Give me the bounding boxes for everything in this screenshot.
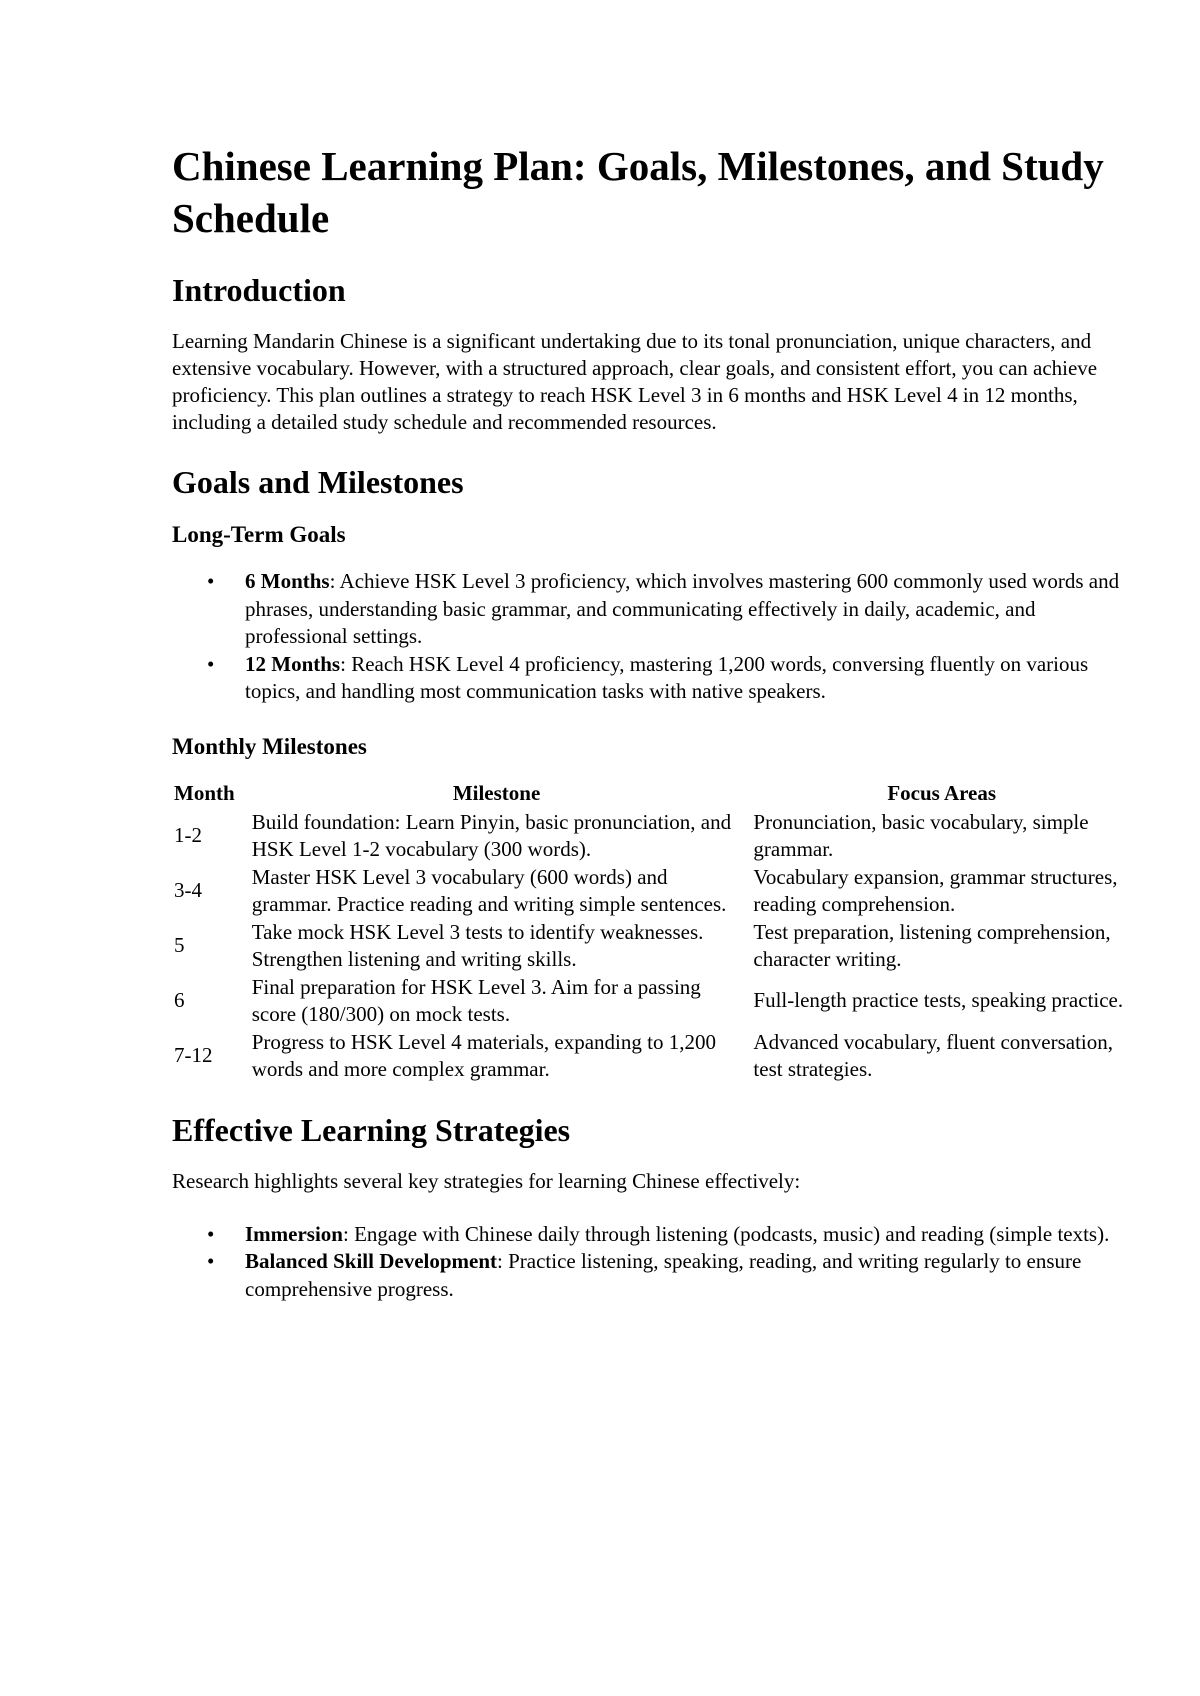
cell-milestone: Progress to HSK Level 4 materials, expanding to 1,200 words and more complex grammar. — [251, 1029, 716, 1081]
cell-focus-areas: Pronunciation, basic vocabulary, simple grammar. — [753, 809, 1089, 861]
column-header-focus-areas: Focus Areas — [887, 780, 997, 805]
introduction-heading: Introduction — [172, 272, 346, 308]
goal-label: 6 Months — [245, 569, 330, 593]
goal-label: 12 Months — [245, 651, 341, 676]
goals-heading: Goals and Milestones — [172, 464, 464, 500]
cell-focus-areas: Full-length practice tests, speaking practice. — [753, 988, 1124, 1012]
document-page — [172, 140, 1132, 1329]
table-row — [172, 974, 1132, 1029]
cell-milestone: Master HSK Level 3 vocabulary (600 words) and grammar. Practice reading and writing simple sentences. — [251, 864, 727, 916]
cell-milestone: Final preparation for HSK Level 3. Aim for a passing score (180/300) on mock tests. — [251, 974, 701, 1026]
cell-milestone: Take mock HSK Level 3 tests to identify weaknesses. Strengthen listening and writing skills. — [251, 919, 704, 971]
list-item — [245, 1248, 1132, 1303]
table-header-row — [172, 780, 1132, 809]
list-item — [245, 1221, 1132, 1249]
strategy-label: Immersion — [245, 1221, 343, 1246]
cell-month: 3-4 — [174, 878, 202, 902]
goal-text: : Achieve HSK Level 3 proficiency, which involves mastering 600 commonly used words and phrases, understanding basic grammar, and communicating effectively in daily, academic, and professional settings. — [245, 569, 1120, 648]
cell-month: 7-12 — [174, 1043, 213, 1067]
table-row — [172, 809, 1132, 864]
cell-milestone: Build foundation: Learn Pinyin, basic pronunciation, and HSK Level 1-2 vocabulary (300 words). — [251, 809, 732, 861]
strategy-text: : Engage with Chinese daily through listening (podcasts, music) and reading (simple texts). — [343, 1221, 1110, 1246]
long-term-goals-heading: Long-Term Goals — [172, 522, 346, 547]
column-header-month: Month — [174, 780, 235, 805]
strategy-text: : Practice listening, speaking, reading, and writing regularly to ensure comprehensive progress. — [245, 1249, 1082, 1301]
table-row — [172, 1029, 1132, 1084]
cell-month: 1-2 — [174, 823, 202, 847]
monthly-milestones-heading: Monthly Milestones — [172, 733, 367, 759]
table-row — [172, 919, 1132, 974]
list-item — [245, 568, 1132, 651]
goal-text: : Reach HSK Level 4 proficiency, mastering 1,200 words, conversing fluently on various topics, and handling most communication tasks with native speakers. — [245, 651, 1089, 703]
cell-focus-areas: Advanced vocabulary, fluent conversation, test strategies. — [753, 1029, 1114, 1081]
cell-focus-areas: Vocabulary expansion, grammar structures, reading comprehension. — [753, 864, 1118, 916]
column-header-milestone: Milestone — [452, 780, 541, 805]
strategies-intro: Research highlights several key strategies for learning Chinese effectively: — [172, 1168, 801, 1193]
milestones-table — [172, 780, 1132, 1084]
strategies-list — [172, 1221, 1132, 1304]
list-item — [245, 651, 1132, 706]
strategy-label: Balanced Skill Development — [245, 1249, 498, 1273]
cell-focus-areas: Test preparation, listening comprehension, character writing. — [753, 919, 1111, 971]
table-row — [172, 864, 1132, 919]
cell-month: 5 — [174, 933, 185, 957]
introduction-paragraph: Learning Mandarin Chinese is a significant undertaking due to its tonal pronunciation, unique characters, and extensive vocabulary. However, with a structured approach, clear goals, and consistent effort, you can achieve proficiency. This plan outlines a strategy to reach HSK Level 3 in 6 months and HSK Level 4 in 12 months, including a detailed study schedule and recommended resources. — [172, 329, 1098, 434]
long-term-goals-list — [172, 568, 1132, 706]
cell-month: 6 — [174, 988, 185, 1012]
strategies-heading: Effective Learning Strategies — [172, 1111, 571, 1148]
document-title: Chinese Learning Plan: Goals, Milestones, and Study Schedule — [172, 143, 1104, 241]
